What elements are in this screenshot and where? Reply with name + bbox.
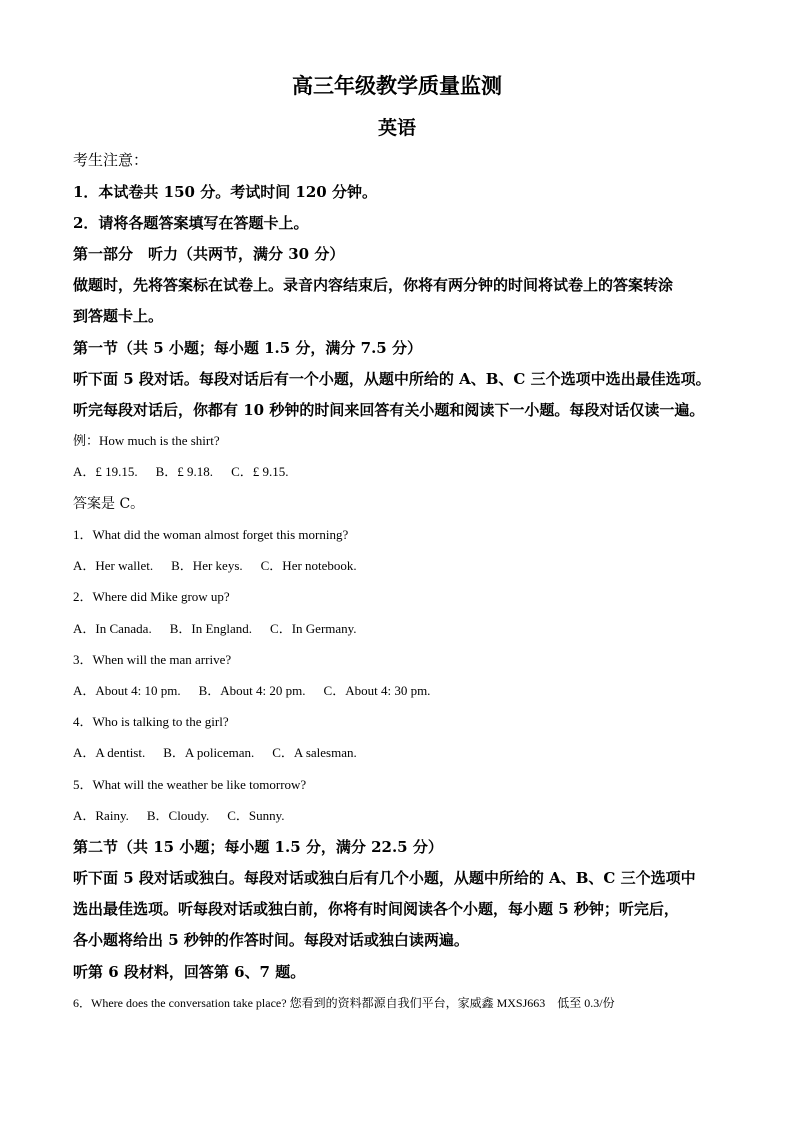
option-c: C．A salesman. — [272, 745, 357, 760]
option-a: A．About 4: 10 pm. — [73, 683, 181, 698]
example-options — [73, 462, 306, 482]
section2-instruction-1: 听下面 5 段对话或独白。每段对话或独白后有几个小题，从题中所给的 A、B、C 三个选项中 — [73, 869, 696, 887]
option-b: B．About 4: 20 pm. — [198, 683, 306, 698]
section1-instruction-1: 听下面 5 段对话。每段对话后有一个小题，从题中所给的 A、B、C 三个选项中选出最佳选项。 — [73, 370, 711, 388]
question-4: 4．Who is talking to the girl? — [73, 714, 229, 729]
exam-title: 高三年级教学质量监测 — [292, 73, 502, 98]
section2-instruction-2: 选出最佳选项。听每段对话或独白前，你将有时间阅读各个小题，每小题 5 秒钟；听完后， — [73, 900, 679, 918]
section1-heading: 第一节（共 5 小题；每小题 1.5 分，满分 7.5 分） — [73, 339, 422, 357]
option-b: B．£ 9.18. — [155, 464, 214, 479]
question-1: 1．What did the woman almost forget this morning? — [73, 527, 349, 542]
notice-item-1: 1．本试卷共 150 分。考试时间 120 分钟。 — [73, 183, 377, 201]
example-question: 例：How much is the shirt? — [73, 433, 220, 448]
part1-heading: 第一部分 听力（共两节，满分 30 分） — [73, 245, 345, 263]
option-a: A．A dentist. — [73, 745, 146, 760]
part1-instruction-1: 做题时，先将答案标在试卷上。录音内容结束后，你将有两分钟的时间将试卷上的答案转涂 — [73, 276, 674, 294]
option-a: A．Her wallet. — [73, 558, 154, 573]
question-2-options — [73, 619, 375, 639]
option-c: C．Sunny. — [227, 808, 285, 823]
option-a: A．£ 19.15. — [73, 464, 138, 479]
question-5: 5．What will the weather be like tomorrow? — [73, 777, 307, 792]
question-5-options — [73, 806, 303, 826]
option-c: C．£ 9.15. — [231, 464, 289, 479]
question-4-options — [73, 743, 375, 763]
section1-instruction-2: 听完每段对话后，你都有 10 秒钟的时间来回答有关小题和阅读下一小题。每段对话仅读一遍。 — [73, 401, 705, 419]
example-answer: 答案是 C。 — [73, 496, 145, 512]
option-a: A．Rainy. — [73, 808, 129, 823]
option-c: C．Her notebook. — [260, 558, 357, 573]
option-b: B．A policeman. — [163, 745, 255, 760]
question-3-options — [73, 681, 448, 701]
option-b: B．In England. — [169, 621, 253, 636]
option-a: A．In Canada. — [73, 621, 152, 636]
question-6: 6．Where does the conversation take place? 您看到的资料都源自我们平台，家威鑫 MXSJ663 低至 0.3/份 — [73, 996, 615, 1010]
option-c: C．In Germany. — [270, 621, 357, 636]
option-b: B．Cloudy. — [146, 808, 210, 823]
question-3: 3．When will the man arrive? — [73, 652, 232, 667]
option-b: B．Her keys. — [171, 558, 243, 573]
question-2: 2．Where did Mike grow up? — [73, 589, 230, 604]
question-1-options — [73, 556, 375, 576]
notice-item-2: 2．请将各题答案填写在答题卡上。 — [73, 214, 309, 232]
option-c: C．About 4: 30 pm. — [323, 683, 431, 698]
material-heading: 听第 6 段材料，回答第 6、7 题。 — [73, 963, 306, 981]
part1-instruction-2: 到答题卡上。 — [73, 307, 164, 325]
section2-heading: 第二节（共 15 小题；每小题 1.5 分，满分 22.5 分） — [73, 838, 443, 856]
section2-instruction-3: 各小题将给出 5 秒钟的作答时间。每段对话或独白读两遍。 — [73, 931, 469, 949]
subject-title: 英语 — [377, 117, 416, 139]
notice-label: 考生注意： — [73, 151, 149, 169]
